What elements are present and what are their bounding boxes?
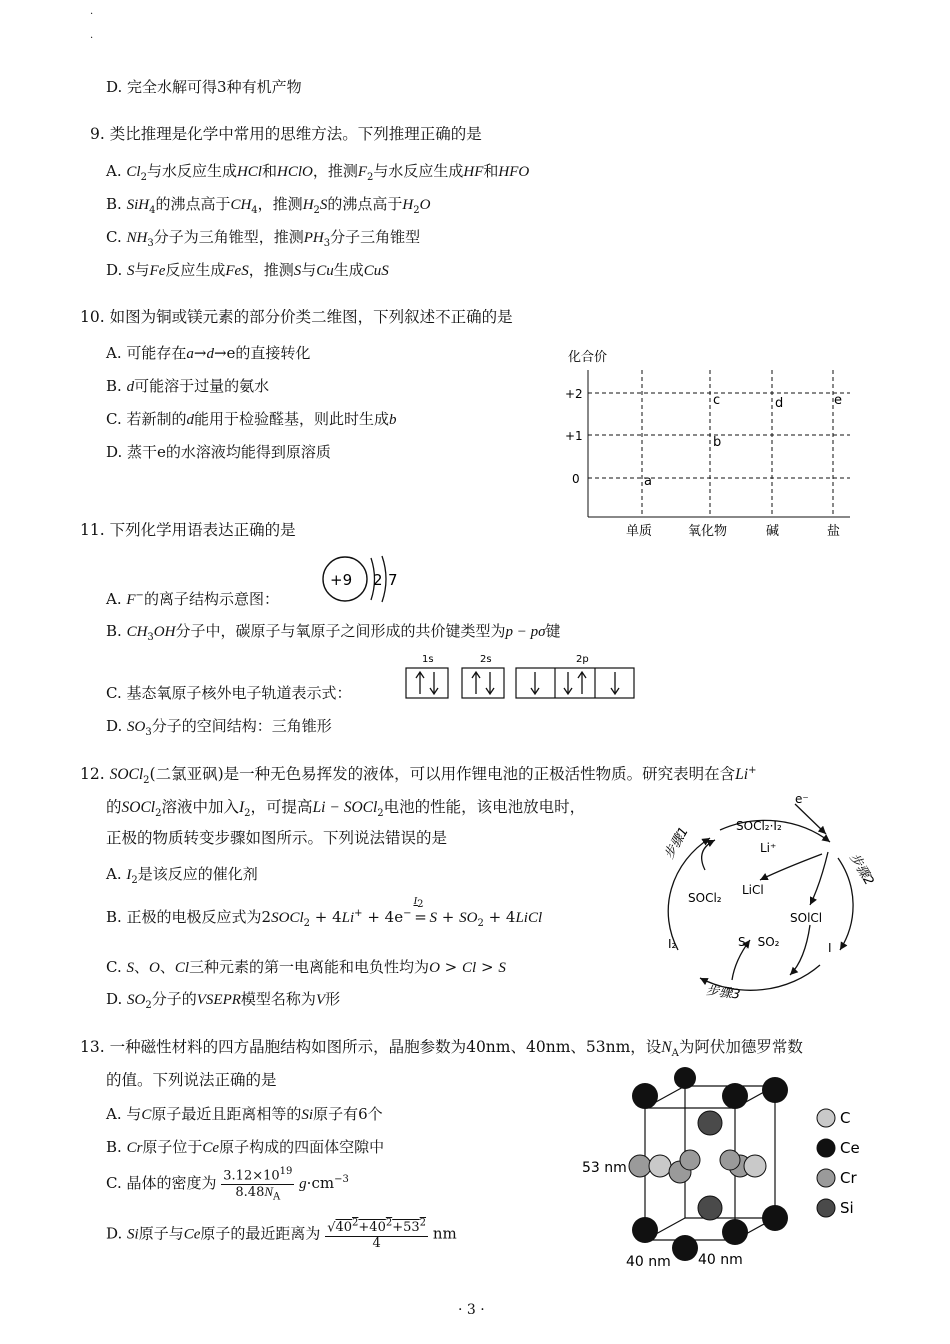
legend-si-label: Si: [840, 1199, 854, 1217]
legend-c-label: C: [840, 1109, 851, 1127]
orbital-label-2p: 2p: [576, 654, 589, 665]
q13-stem-line2: 的值。下列说法正确的是: [106, 1071, 277, 1089]
legend-cr-swatch: [817, 1169, 835, 1187]
q13-option-a: A. 与C原子最近且距离相等的Si原子有6个: [106, 1105, 383, 1123]
q11-option-c: C. 基态氧原子核外电子轨道表示式：: [106, 684, 352, 702]
q12-option-b: B. 正极的电极反应式为2SOCl$_2$ + 4Li+ + 4e− $I_2$ = $S + SO_2$ + 4LiCl: [106, 895, 543, 929]
q10-option-b: B. d可能溶于过量的氨水: [106, 377, 270, 395]
width-label-2: 40 nm: [698, 1252, 743, 1268]
ce-atom: [762, 1205, 788, 1231]
q8-option-d: D. 完全水解可得3种有机产物: [106, 78, 302, 96]
height-label: 53 nm: [582, 1160, 627, 1176]
q9-option-d: D. S与Fe反应生成FeS，推测S与Cu生成CuS: [106, 261, 389, 279]
density-fraction: $\frac{3.12\times 10^{19}}{8.48N_A}$: [223, 1166, 293, 1203]
cr-atom: [680, 1150, 700, 1170]
orbital-label-1s: 1s: [422, 654, 434, 665]
li-plus-label: Li⁺: [760, 841, 777, 855]
q13-option-d: D. Si原子与Ce原子的最近距离为 $\frac{√40^2+40^2+53^2}{4}$ nm: [106, 1218, 457, 1251]
ce-atom: [632, 1083, 658, 1109]
q12-stem-line3: 正极的物质转变步骤如图所示。下列说法错误的是: [106, 829, 448, 847]
q10-option-d: D. 蒸干e的水溶液均能得到原溶质: [106, 443, 331, 461]
q10-stem: 10. 如图为铜或镁元素的部分价类二维图，下列叙述不正确的是: [80, 308, 513, 326]
q13-option-b: B. Cr原子位于Ce原子构成的四面体空隙中: [106, 1138, 385, 1156]
ce-atom: [632, 1217, 658, 1243]
y-tick: 0: [572, 472, 580, 486]
i-label: I: [828, 941, 832, 955]
cr-atom: [629, 1155, 651, 1177]
q12-option-a: A. $I_2$是该反应的催化剂: [106, 865, 258, 886]
q13-option-c: C. 晶体的密度为 $\frac{3.12\times 10^{19}}{8.48N_A}$ $g\cdot cm^{-3}$: [106, 1166, 349, 1203]
legend-ce-swatch: [817, 1139, 835, 1157]
x-tick: 碱: [766, 524, 780, 539]
legend-si-swatch: [817, 1199, 835, 1217]
q13-stem-line1: 13. 一种磁性材料的四方晶胞结构如图所示，晶胞参数为40nm、40nm、53nm，设$N_A$为阿伏加德罗常数: [80, 1038, 803, 1060]
top-mark: .: [90, 30, 94, 41]
y-tick: +1: [565, 429, 583, 443]
ce-atom: [674, 1067, 696, 1089]
ce-atom: [672, 1235, 698, 1261]
q9-stem: 9. 类比推理是化学中常用的思维方法。下列推理正确的是: [90, 125, 482, 143]
c-atom: [744, 1155, 766, 1177]
q11-option-a: A. F−的离子结构示意图：: [106, 590, 279, 608]
valence-class-chart: [560, 345, 860, 545]
distance-fraction: $\frac{√40^2+40^2+53^2}{4}$: [327, 1218, 427, 1251]
socl2-i2-label: SOCl₂·I₂: [736, 819, 782, 833]
point-b: b: [713, 435, 722, 450]
shell-2-count: 7: [388, 571, 398, 589]
step2-label: 步骤2: [846, 850, 877, 889]
c-atom: [649, 1155, 671, 1177]
fluoride-ion-diagram: [318, 552, 418, 610]
point-a: a: [644, 474, 652, 489]
solcl-label: SOlCl: [790, 911, 823, 925]
tetragonal-unit-cell: [580, 1068, 880, 1278]
si-atom: [698, 1196, 722, 1220]
chart-ylabel: 化合价: [568, 350, 608, 365]
point-e: e: [834, 393, 842, 408]
socl2-label: SOCl₂: [688, 891, 722, 905]
shell-1-count: 2: [373, 571, 383, 589]
point-d: d: [775, 396, 784, 411]
nucleus-charge: +9: [330, 571, 353, 589]
ce-atom: [722, 1219, 748, 1245]
q12-option-c: C. S、O、Cl三种元素的第一电离能和电负性均为O > Cl > S: [106, 958, 506, 976]
top-mark: .: [90, 6, 94, 17]
licl-label: LiCl: [742, 883, 764, 897]
si-atom: [698, 1111, 722, 1135]
q11-option-d: D. $SO_3$分子的空间结构：三角锥形: [106, 717, 332, 738]
q10-option-c: C. 若新制的d能用于检验醛基，则此时生成b: [106, 410, 397, 428]
orbital-label-2s: 2s: [480, 654, 492, 665]
lithium-socl2-cycle-diagram: [640, 792, 880, 1010]
q11-option-b: B. $CH_3OH$分子中，碳原子与氧原子之间形成的共价键类型为p − pσ键: [106, 622, 561, 643]
legend-cr-label: Cr: [840, 1169, 857, 1187]
width-label-1: 40 nm: [626, 1254, 671, 1270]
cr-atom: [720, 1150, 740, 1170]
legend-c-swatch: [817, 1109, 835, 1127]
q9-option-c: C. $NH_3$分子为三角锥型，推测$PH_3$分子三角锥型: [106, 228, 421, 249]
q12-stem-line2: 的SOCl$_2$溶液中加入$I_2$，可提高Li − SOCl$_2$电池的性能，该电池放电时，: [106, 798, 586, 820]
s-so2-label: S，SO₂: [738, 935, 780, 949]
x-tick: 单质: [626, 524, 653, 539]
orbital-diagram: [400, 650, 640, 702]
ce-atom: [722, 1083, 748, 1109]
q9-option-a: A. $Cl_2$与水反应生成HCl和HClO，推测$F_2$与水反应生成HF和HFO: [106, 162, 530, 183]
step3-label: 步骤3: [705, 983, 742, 1003]
x-tick: 氧化物: [688, 524, 728, 539]
q11-stem: 11. 下列化学用语表达正确的是: [80, 521, 296, 539]
i2-label: I₂: [668, 937, 677, 951]
ce-atom: [762, 1077, 788, 1103]
electron-label: e⁻: [795, 792, 809, 806]
q9-option-b: B. SiH$_4$的沸点高于$CH_4$，推测$H_2S$的沸点高于$H_2O$: [106, 195, 431, 216]
step1-label: 步骤1: [661, 824, 692, 862]
q12-stem-line1: 12. SOCl$_2$(二氯亚砜)是一种无色易挥发的液体，可以用作锂电池的正极活性物质。研究表明在含Li+: [80, 764, 757, 787]
q10-option-a: A. 可能存在a→d→e的直接转化: [106, 344, 311, 362]
page-number: · 3 ·: [458, 1302, 485, 1318]
point-c: c: [713, 393, 721, 408]
x-tick: 盐: [827, 524, 841, 539]
y-tick: +2: [565, 387, 583, 401]
q12-option-d: D. $SO_2$分子的VSEPR模型名称为V形: [106, 990, 341, 1011]
legend-ce-label: Ce: [840, 1139, 860, 1157]
